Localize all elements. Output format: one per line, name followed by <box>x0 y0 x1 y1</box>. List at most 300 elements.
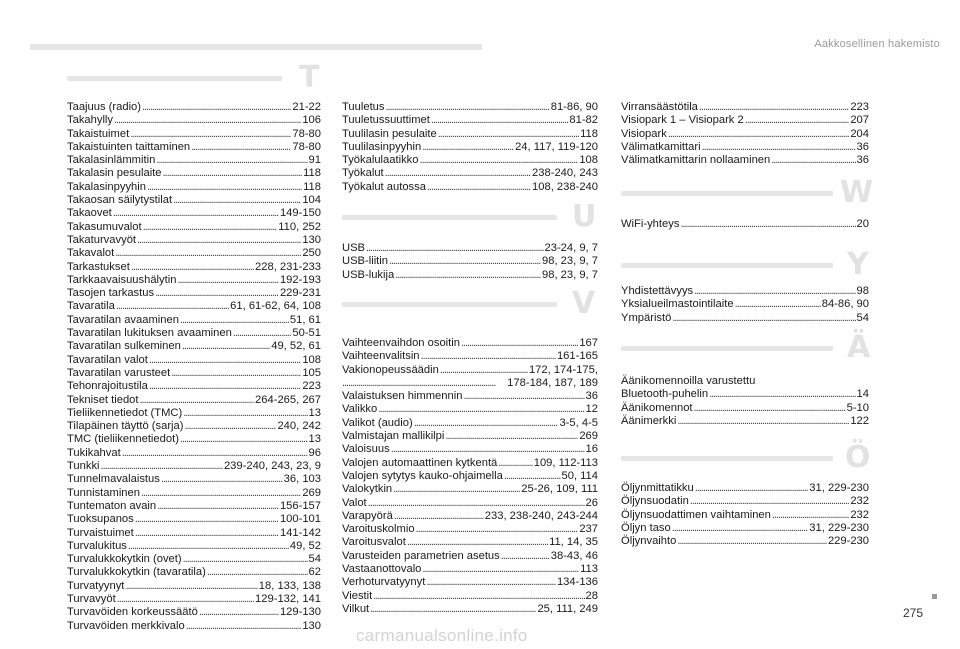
index-entry-pages: 49, 52 <box>289 539 321 552</box>
index-entry-label: Valaistuksen himmennin <box>342 390 463 403</box>
dot-leader <box>378 403 584 416</box>
index-entry-label: Takaistuinten taittaminen <box>67 140 191 153</box>
index-entry-pages: 25-26, 109, 111 <box>521 483 598 496</box>
index-entry-pages: 104 <box>302 194 321 207</box>
index-entry-pages: 167 <box>579 337 598 349</box>
index-entry <box>67 287 321 300</box>
dot-leader <box>130 128 291 141</box>
dot-leader <box>699 101 849 114</box>
index-entry-pages: 129-130 <box>279 606 321 619</box>
dot-leader <box>128 540 289 553</box>
dot-leader <box>183 407 307 420</box>
index-entry-pages: 192-193 <box>279 273 321 286</box>
index-entry-label: Välimatkamittari <box>621 140 701 153</box>
dot-leader <box>199 606 279 619</box>
dot-leader <box>385 167 531 180</box>
dot-leader <box>117 593 254 606</box>
index-entry-pages: 38-43, 46 <box>550 549 598 562</box>
index-entry <box>342 181 598 194</box>
index-entry-pages: 28 <box>585 589 598 602</box>
index-entry <box>342 523 598 536</box>
index-entry-pages: 36, 103 <box>283 473 321 486</box>
index-entry-label: Valokytkin <box>342 483 393 496</box>
dot-leader <box>161 473 283 486</box>
section-rule <box>621 346 833 351</box>
index-entry-pages: 36 <box>585 390 598 403</box>
index-entry <box>621 101 869 114</box>
index-entry-label: Takalasin pesulaite <box>67 167 162 180</box>
index-entry-label: Välimatkamittarin nollaaminen <box>621 154 771 167</box>
dot-leader <box>143 221 278 234</box>
index-entry-label: Tuoksupanos <box>67 513 134 526</box>
dot-leader <box>421 350 556 363</box>
index-entry-label: Valoisuus <box>342 443 390 456</box>
index-entry-label: Ympäristö <box>621 311 672 324</box>
index-entry-label: WiFi-yhteys <box>621 218 680 230</box>
index-entry <box>67 181 321 194</box>
index-entry-pages: 229-231 <box>279 287 321 300</box>
index-entry <box>342 510 598 523</box>
index-entry <box>342 470 598 483</box>
index-entry-pages: 130 <box>302 619 321 632</box>
index-entry <box>621 154 869 167</box>
index-entry-pages: 118 <box>303 180 321 193</box>
index-entry <box>621 482 869 495</box>
section-letter: Ä <box>847 330 871 365</box>
index-entry-label: Varoitusvalot <box>342 536 406 549</box>
dot-leader <box>113 207 279 220</box>
dot-leader <box>690 495 850 508</box>
index-entry-label: Takahylly <box>67 114 114 127</box>
dot-leader <box>445 430 578 443</box>
index-entry <box>67 606 321 619</box>
index-entry-label: Yhdistettävyys <box>621 285 694 297</box>
index-entry-label: Varapyörä <box>342 509 393 522</box>
dot-leader <box>173 194 301 207</box>
section-rule <box>342 215 557 220</box>
index-entry-pages: 24, 117, 119-120 <box>515 140 598 153</box>
index-entry-pages: 49, 52, 61 <box>271 340 321 353</box>
dot-leader <box>427 181 531 194</box>
index-entry-label: Vaihteenvaihdon osoitin <box>342 337 460 349</box>
section-letter: U <box>572 199 597 234</box>
dot-leader <box>373 590 584 603</box>
dot-leader <box>677 415 849 428</box>
dot-leader <box>101 460 223 473</box>
dot-leader <box>156 154 307 167</box>
index-entry <box>342 269 598 282</box>
index-entry-label: Turvalukkokytkin (ovet) <box>67 553 182 566</box>
dot-leader <box>191 141 291 154</box>
dot-leader <box>142 101 291 114</box>
index-entry-pages: 78-80 <box>292 127 321 140</box>
index-entry-pages: 51, 61 <box>289 313 321 326</box>
dot-leader <box>668 128 850 141</box>
index-entry-pages: 238-240, 243 <box>532 167 598 180</box>
index-entry-pages: 178-184, 187, 189 <box>507 376 598 389</box>
index-entry-label: Tuulilasinpyyhin <box>342 140 422 153</box>
index-entry-label: Tavaratilan sulkeminen <box>67 340 181 353</box>
dot-leader <box>342 377 506 390</box>
index-entry-pages: 228, 231-233 <box>255 260 321 273</box>
index-column-3-ae <box>621 375 869 428</box>
dot-leader <box>155 287 279 300</box>
index-entry-label: USB-lukija <box>342 268 395 281</box>
index-entry <box>342 563 598 576</box>
index-entry <box>67 354 321 367</box>
index-entry <box>67 340 321 353</box>
index-entry <box>621 402 869 415</box>
index-entry <box>342 576 598 589</box>
index-entry <box>342 443 598 456</box>
index-entry-label: Tavaratilan valot <box>67 353 148 366</box>
index-entry-label: Visiopark <box>621 127 667 140</box>
index-entry-pages: 141-142 <box>279 526 321 539</box>
index-entry <box>342 167 598 180</box>
index-entry <box>67 580 321 593</box>
index-column-3-v <box>621 101 869 167</box>
index-entry-label: Vaihteenvalitsin <box>342 350 420 363</box>
section-header-t <box>67 60 323 104</box>
index-entry-pages: 3-5, 4-5 <box>559 416 598 429</box>
index-entry-pages: 113 <box>580 563 598 576</box>
index-entry-label: Valikot (audio) <box>342 416 413 429</box>
index-entry-label: Turvaistuimet <box>67 526 134 539</box>
index-entry-pages: 108 <box>302 353 321 366</box>
index-entry <box>342 536 598 549</box>
index-entry <box>67 327 321 340</box>
index-entry-pages: 91 <box>308 154 321 167</box>
index-entry-label: Turvavöiden korkeussäätö <box>67 606 198 619</box>
index-entry-pages: 96 <box>308 446 321 459</box>
index-entry-label: Tekniset tiedot <box>67 393 139 406</box>
dot-leader <box>182 340 270 353</box>
dot-leader <box>135 527 279 540</box>
index-entry-label: Varoituskolmio <box>342 523 415 536</box>
dot-leader <box>672 522 809 535</box>
index-entry <box>67 380 321 393</box>
index-entry <box>342 242 598 255</box>
index-entry-pages: 109, 112-113 <box>533 456 598 469</box>
dot-leader <box>771 154 855 167</box>
dot-leader <box>122 447 308 460</box>
index-entry-label: Vastaanottovalo <box>342 563 422 576</box>
index-column-2-u <box>342 242 598 282</box>
index-entry <box>67 194 321 207</box>
dot-leader <box>185 420 277 433</box>
index-entry-pages: 20 <box>856 218 869 230</box>
section-header-u <box>342 199 598 243</box>
index-entry-pages: 149-150 <box>279 207 321 220</box>
index-entry <box>621 285 869 298</box>
dot-leader <box>394 510 484 523</box>
section-rule <box>621 191 833 196</box>
dot-leader <box>694 402 846 415</box>
dot-leader <box>745 114 850 127</box>
index-entry-label: Vakionopeussäädin <box>342 363 439 376</box>
index-entry-pages: 25, 111, 249 <box>537 602 598 615</box>
index-entry-label: Takaovet <box>67 207 112 220</box>
index-entry-label: Takaistuimet <box>67 127 130 140</box>
dot-leader <box>233 327 292 340</box>
dot-leader <box>183 553 308 566</box>
index-entry-label: Tarkastukset <box>67 260 130 273</box>
index-entry-label: Yksialueilmastointilaite <box>621 298 734 311</box>
dot-leader <box>414 417 559 430</box>
index-entry <box>67 553 321 566</box>
index-entry <box>342 403 598 416</box>
index-entry <box>342 590 598 603</box>
index-entry-pages: 50-51 <box>292 327 321 340</box>
dot-leader <box>694 285 855 298</box>
index-entry <box>67 167 321 180</box>
index-entry <box>342 390 598 403</box>
index-entry-pages: 36 <box>856 154 869 167</box>
index-entry-label: Tarkkaavaisuushälytin <box>67 273 177 286</box>
index-entry <box>621 415 869 428</box>
index-column-2-t <box>342 101 598 194</box>
index-entry-pages: 207 <box>850 114 869 127</box>
index-entry-label: Tuuletussuuttimet <box>342 114 430 127</box>
dot-leader <box>680 218 855 231</box>
dot-leader <box>125 580 257 593</box>
index-entry <box>67 367 321 380</box>
index-entry <box>342 497 598 510</box>
index-entry-pages: 54 <box>308 553 321 566</box>
dot-leader <box>422 141 514 154</box>
index-entry <box>621 535 869 548</box>
index-entry-pages: 98, 23, 9, 7 <box>542 268 598 281</box>
index-entry <box>621 388 869 401</box>
index-entry <box>342 364 598 377</box>
index-entry-label: Tunnistaminen <box>67 486 140 499</box>
watermark: carmanualsonline.info <box>356 626 528 645</box>
index-entry-pages: 81-86, 90 <box>550 101 598 113</box>
index-entry-label: Tavaratilan varusteet <box>67 366 171 379</box>
index-entry-pages: 229-230 <box>827 535 869 548</box>
index-entry-label: Äänikomennoilla varustettu <box>621 375 756 387</box>
index-entry-pages: 13 <box>308 406 321 419</box>
page-number: 275 <box>903 606 924 620</box>
dot-leader <box>180 314 289 327</box>
index-entry-pages: 129-132, 141 <box>255 592 321 605</box>
index-entry-label: USB-liitin <box>342 255 389 268</box>
index-entry-label: Turvalukkokytkin (tavaratila) <box>67 566 206 579</box>
dot-leader <box>368 497 585 510</box>
dot-leader <box>180 433 308 446</box>
index-entry-pages: 223 <box>850 101 869 113</box>
dot-leader <box>407 536 548 549</box>
index-entry-label: Takavalot <box>67 247 115 260</box>
index-entry <box>621 128 869 141</box>
index-entry-pages: 11, 14, 35 <box>549 536 598 549</box>
dot-leader <box>393 483 520 496</box>
index-entry-label: Työkalulaatikko <box>342 154 419 167</box>
index-entry <box>342 114 598 127</box>
index-entry <box>67 314 321 327</box>
dot-leader <box>116 300 229 313</box>
index-entry-pages: 264-265, 267 <box>255 393 321 406</box>
index-entry-label: Äänikomennot <box>621 401 693 414</box>
index-entry <box>67 527 321 540</box>
index-entry-pages: 5-10 <box>846 401 869 414</box>
index-entry <box>67 114 321 127</box>
index-entry-label: Varusteiden parametrien asetus <box>342 549 500 562</box>
dot-leader <box>695 482 809 495</box>
index-entry <box>342 128 598 141</box>
dot-leader <box>440 364 528 377</box>
dot-leader <box>461 337 578 350</box>
index-entry-label: Äänimerkki <box>621 414 677 427</box>
index-entry-label: Takalasinpyyhin <box>67 180 146 193</box>
dot-leader <box>416 523 579 536</box>
index-entry-label: Turvatyynyt <box>67 579 125 592</box>
dot-leader <box>498 457 532 470</box>
section-header-oe <box>621 440 871 484</box>
index-entry-label: Tehonrajoitustila <box>67 380 148 393</box>
index-entry <box>621 522 869 535</box>
index-entry-label: Tavaratilan avaaminen <box>67 313 179 326</box>
dot-leader <box>672 312 855 325</box>
dot-leader <box>140 394 255 407</box>
index-entry-pages: 81-82 <box>569 114 598 127</box>
dot-leader <box>431 114 568 127</box>
index-entry-pages: 98, 23, 9, 7 <box>542 255 598 268</box>
index-entry-label: Vilkut <box>342 602 370 615</box>
index-entry-label: Tunkki <box>67 460 100 473</box>
index-entry-pages: 239-240, 243, 23, 9 <box>223 460 321 473</box>
index-entry-pages: 232 <box>850 495 869 508</box>
index-entry-pages: 269 <box>579 430 598 443</box>
index-entry-pages: 240, 242 <box>277 420 321 433</box>
dot-leader <box>366 242 543 255</box>
dot-leader <box>171 367 301 380</box>
dot-leader <box>389 255 541 268</box>
index-entry <box>342 430 598 443</box>
header-title: Aakkosellinen hakemisto <box>814 38 940 50</box>
index-entry-pages: 108 <box>579 154 598 167</box>
index-entry-pages: 31, 229-230 <box>809 482 869 494</box>
index-entry-label: Tilapäinen täyttö (sarja) <box>67 420 184 433</box>
index-entry-label: Tuuletus <box>342 101 385 113</box>
index-entry-pages: 18, 133, 138 <box>258 579 321 592</box>
index-entry-pages: 108, 238-240 <box>532 180 598 193</box>
index-entry <box>621 312 869 325</box>
index-entry-pages: 172, 174-175, <box>528 363 598 376</box>
dot-leader <box>131 261 254 274</box>
dot-leader <box>115 247 301 260</box>
index-entry <box>67 513 321 526</box>
index-entry-pages: 232 <box>850 508 869 521</box>
index-entry <box>342 483 598 496</box>
index-entry-label: Virransäästötila <box>621 101 698 113</box>
index-entry-label: Tasojen tarkastus <box>67 287 155 300</box>
index-entry-continuation <box>342 377 598 390</box>
index-entry <box>67 394 321 407</box>
index-entry-label: Öljynvaihto <box>621 535 677 548</box>
index-entry <box>67 101 321 114</box>
index-entry-pages: 250 <box>302 247 321 260</box>
index-entry <box>342 350 598 363</box>
index-entry-pages: 31, 229-230 <box>809 521 869 534</box>
index-entry-pages: 130 <box>302 233 321 246</box>
index-entry <box>67 128 321 141</box>
dot-leader <box>501 550 550 563</box>
index-entry-pages: 26 <box>585 496 598 509</box>
dot-leader <box>149 354 301 367</box>
index-entry-label: Turvavyöt <box>67 592 116 605</box>
section-letter: Y <box>847 247 869 282</box>
dot-leader <box>147 181 302 194</box>
index-entry <box>621 218 869 231</box>
dot-leader <box>420 154 579 167</box>
dot-leader <box>207 566 308 579</box>
index-entry <box>342 457 598 470</box>
index-entry <box>67 261 321 274</box>
index-entry-label: Bluetooth-puhelin <box>621 388 709 401</box>
dot-leader <box>463 390 584 403</box>
dot-leader <box>438 128 579 141</box>
index-entry <box>621 495 869 508</box>
index-entry <box>67 420 321 433</box>
dot-leader <box>177 274 278 287</box>
index-entry-label: Öljynmittatikku <box>621 482 694 494</box>
index-entry <box>342 603 598 616</box>
index-entry <box>342 417 598 430</box>
index-entry-pages: 204 <box>850 127 869 140</box>
index-entry-pages: 269 <box>302 486 321 499</box>
index-entry <box>67 500 321 513</box>
index-entry <box>67 487 321 500</box>
dot-leader <box>370 603 536 616</box>
index-entry-label: Valojen sytytys kauko-ohjaimella <box>342 469 503 482</box>
index-entry-label: Valmistajan mallikilpi <box>342 430 445 443</box>
index-entry <box>342 101 598 114</box>
index-entry-pages: 78-80 <box>292 140 321 153</box>
index-entry-pages: 134-136 <box>556 576 598 589</box>
index-entry <box>621 509 869 522</box>
index-entry-pages: 62 <box>308 566 321 579</box>
index-entry <box>67 447 321 460</box>
index-entry-label: Öljynsuodattimen vaihtaminen <box>621 508 771 521</box>
index-entry-label: Tavaratilan lukituksen avaaminen <box>67 327 232 340</box>
index-column-3-oe <box>621 482 869 548</box>
index-entry <box>621 141 869 154</box>
index-entry-pages: 122 <box>850 414 869 427</box>
dot-leader <box>426 576 556 589</box>
index-entry <box>342 154 598 167</box>
index-column-1 <box>67 101 321 633</box>
index-entry-label: Turvavöiden merkkivalo <box>67 619 185 632</box>
index-entry-pages: 105 <box>302 366 321 379</box>
index-entry <box>67 407 321 420</box>
index-entry <box>621 298 869 311</box>
index-entry-pages: 54 <box>856 311 869 324</box>
section-letter: V <box>572 286 596 321</box>
index-entry <box>342 255 598 268</box>
section-letter: Ö <box>845 440 871 475</box>
section-header-ae <box>621 330 871 374</box>
index-entry-label: Tuulilasin pesulaite <box>342 127 437 140</box>
index-entry-pages: 110, 252 <box>278 220 321 233</box>
index-entry-label: Takalasinlämmitin <box>67 154 156 167</box>
index-entry-pages: 98 <box>856 285 869 297</box>
dot-leader <box>395 269 541 282</box>
index-entry <box>67 154 321 167</box>
index-entry <box>342 550 598 563</box>
index-entry-label: Valot <box>342 496 367 509</box>
index-entry-pages: 12 <box>585 403 598 416</box>
